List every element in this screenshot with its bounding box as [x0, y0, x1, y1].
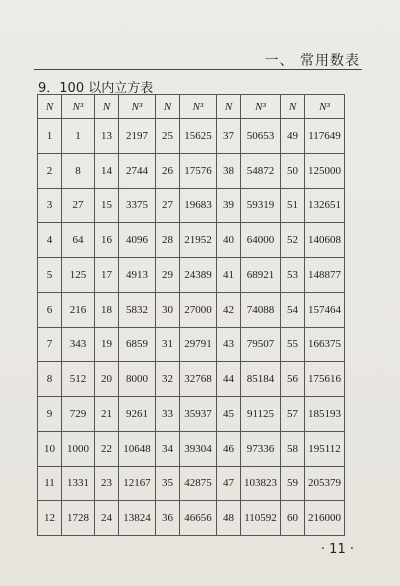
section-title: 9．100 以内立方表	[38, 81, 154, 96]
cell-n-cubed: 140608	[305, 223, 345, 258]
cell-n: 37	[217, 119, 241, 154]
cell-n-cubed: 68921	[241, 258, 281, 293]
cell-n-cubed: 3375	[119, 188, 156, 223]
cell-n-cubed: 10648	[119, 431, 156, 466]
cell-n: 40	[217, 223, 241, 258]
cell-n: 3	[38, 188, 62, 223]
cell-n-cubed: 185193	[305, 397, 345, 432]
cell-n: 39	[217, 188, 241, 223]
cell-n: 14	[95, 153, 119, 188]
cell-n: 26	[156, 153, 180, 188]
cell-n-cubed: 85184	[241, 362, 281, 397]
header-rule	[34, 69, 362, 70]
cell-n: 5	[38, 258, 62, 293]
cell-n: 11	[38, 466, 62, 501]
cell-n: 44	[217, 362, 241, 397]
header-n: N	[217, 95, 241, 119]
table-row	[38, 362, 345, 397]
cell-n-cubed: 205379	[305, 466, 345, 501]
table-row	[38, 153, 345, 188]
cell-n-cubed: 4096	[119, 223, 156, 258]
cell-n-cubed: 157464	[305, 292, 345, 327]
cell-n-cubed: 54872	[241, 153, 281, 188]
cell-n-cubed: 2744	[119, 153, 156, 188]
cell-n-cubed: 97336	[241, 431, 281, 466]
cell-n-cubed: 8000	[119, 362, 156, 397]
cell-n: 20	[95, 362, 119, 397]
table-row	[38, 397, 345, 432]
table-row	[38, 501, 345, 536]
cell-n: 54	[281, 292, 305, 327]
cell-n: 8	[38, 362, 62, 397]
cell-n-cubed: 8	[62, 153, 95, 188]
cell-n: 15	[95, 188, 119, 223]
running-header: 一、 常用数表	[264, 53, 360, 69]
cell-n-cubed: 4913	[119, 258, 156, 293]
cell-n-cubed: 15625	[180, 119, 217, 154]
cell-n: 58	[281, 431, 305, 466]
cell-n: 36	[156, 501, 180, 536]
cell-n-cubed: 50653	[241, 119, 281, 154]
cell-n-cubed: 27000	[180, 292, 217, 327]
cell-n-cubed: 166375	[305, 327, 345, 362]
header-n: N	[156, 95, 180, 119]
header-n-cubed: N³	[62, 95, 95, 119]
cell-n: 50	[281, 153, 305, 188]
cell-n-cubed: 21952	[180, 223, 217, 258]
cell-n: 38	[217, 153, 241, 188]
cell-n: 10	[38, 431, 62, 466]
cell-n-cubed: 17576	[180, 153, 217, 188]
table-row	[38, 431, 345, 466]
cell-n: 6	[38, 292, 62, 327]
header-n-cubed: N³	[119, 95, 156, 119]
cell-n-cubed: 12167	[119, 466, 156, 501]
cell-n-cubed: 42875	[180, 466, 217, 501]
cell-n-cubed: 117649	[305, 119, 345, 154]
cell-n: 46	[217, 431, 241, 466]
cell-n: 18	[95, 292, 119, 327]
cell-n-cubed: 175616	[305, 362, 345, 397]
page-number: · 11 ·	[320, 542, 354, 557]
cell-n: 34	[156, 431, 180, 466]
table-row	[38, 292, 345, 327]
cell-n: 23	[95, 466, 119, 501]
cell-n: 47	[217, 466, 241, 501]
cell-n-cubed: 216000	[305, 501, 345, 536]
cell-n-cubed: 19683	[180, 188, 217, 223]
table-row	[38, 327, 345, 362]
cell-n: 19	[95, 327, 119, 362]
cell-n-cubed: 729	[62, 397, 95, 432]
cell-n: 53	[281, 258, 305, 293]
cell-n-cubed: 1331	[62, 466, 95, 501]
cell-n-cubed: 27	[62, 188, 95, 223]
cell-n: 33	[156, 397, 180, 432]
cell-n-cubed: 91125	[241, 397, 281, 432]
cell-n: 25	[156, 119, 180, 154]
table-row	[38, 466, 345, 501]
cell-n: 48	[217, 501, 241, 536]
cell-n-cubed: 13824	[119, 501, 156, 536]
cell-n-cubed: 29791	[180, 327, 217, 362]
cell-n: 24	[95, 501, 119, 536]
cell-n-cubed: 59319	[241, 188, 281, 223]
header-n: N	[95, 95, 119, 119]
cell-n: 13	[95, 119, 119, 154]
table-body	[38, 119, 345, 536]
cell-n: 27	[156, 188, 180, 223]
cube-table	[37, 94, 345, 536]
cell-n: 28	[156, 223, 180, 258]
cell-n-cubed: 6859	[119, 327, 156, 362]
table-row	[38, 223, 345, 258]
cell-n: 57	[281, 397, 305, 432]
cell-n-cubed: 132651	[305, 188, 345, 223]
cell-n-cubed: 103823	[241, 466, 281, 501]
cell-n: 51	[281, 188, 305, 223]
header-n-cubed: N³	[180, 95, 217, 119]
cell-n: 17	[95, 258, 119, 293]
header-n: N	[38, 95, 62, 119]
cell-n: 16	[95, 223, 119, 258]
cell-n: 55	[281, 327, 305, 362]
cell-n: 32	[156, 362, 180, 397]
cell-n: 12	[38, 501, 62, 536]
cell-n: 43	[217, 327, 241, 362]
cell-n-cubed: 79507	[241, 327, 281, 362]
cell-n-cubed: 35937	[180, 397, 217, 432]
cell-n-cubed: 46656	[180, 501, 217, 536]
cell-n: 4	[38, 223, 62, 258]
cell-n-cubed: 343	[62, 327, 95, 362]
cell-n-cubed: 195112	[305, 431, 345, 466]
table-row	[38, 188, 345, 223]
cell-n-cubed: 64000	[241, 223, 281, 258]
cell-n-cubed: 110592	[241, 501, 281, 536]
cell-n-cubed: 2197	[119, 119, 156, 154]
header-n-cubed: N³	[241, 95, 281, 119]
cell-n: 56	[281, 362, 305, 397]
cell-n: 41	[217, 258, 241, 293]
cell-n: 2	[38, 153, 62, 188]
cell-n-cubed: 1728	[62, 501, 95, 536]
cell-n-cubed: 74088	[241, 292, 281, 327]
cell-n-cubed: 512	[62, 362, 95, 397]
cell-n: 59	[281, 466, 305, 501]
cell-n: 42	[217, 292, 241, 327]
table-header-row	[38, 95, 345, 119]
cell-n: 9	[38, 397, 62, 432]
cell-n: 21	[95, 397, 119, 432]
cell-n: 1	[38, 119, 62, 154]
cell-n: 7	[38, 327, 62, 362]
cell-n: 31	[156, 327, 180, 362]
cell-n-cubed: 5832	[119, 292, 156, 327]
cell-n: 29	[156, 258, 180, 293]
cell-n-cubed: 148877	[305, 258, 345, 293]
table-row	[38, 119, 345, 154]
header-n-cubed: N³	[305, 95, 345, 119]
cell-n: 35	[156, 466, 180, 501]
cell-n: 52	[281, 223, 305, 258]
cell-n-cubed: 216	[62, 292, 95, 327]
cell-n-cubed: 24389	[180, 258, 217, 293]
cell-n: 30	[156, 292, 180, 327]
cell-n-cubed: 32768	[180, 362, 217, 397]
cell-n-cubed: 125	[62, 258, 95, 293]
cell-n-cubed: 1	[62, 119, 95, 154]
cell-n-cubed: 125000	[305, 153, 345, 188]
cell-n-cubed: 39304	[180, 431, 217, 466]
header-n: N	[281, 95, 305, 119]
cell-n-cubed: 9261	[119, 397, 156, 432]
table-row	[38, 258, 345, 293]
cell-n: 22	[95, 431, 119, 466]
cell-n: 49	[281, 119, 305, 154]
cell-n: 45	[217, 397, 241, 432]
cell-n-cubed: 1000	[62, 431, 95, 466]
cell-n: 60	[281, 501, 305, 536]
cell-n-cubed: 64	[62, 223, 95, 258]
